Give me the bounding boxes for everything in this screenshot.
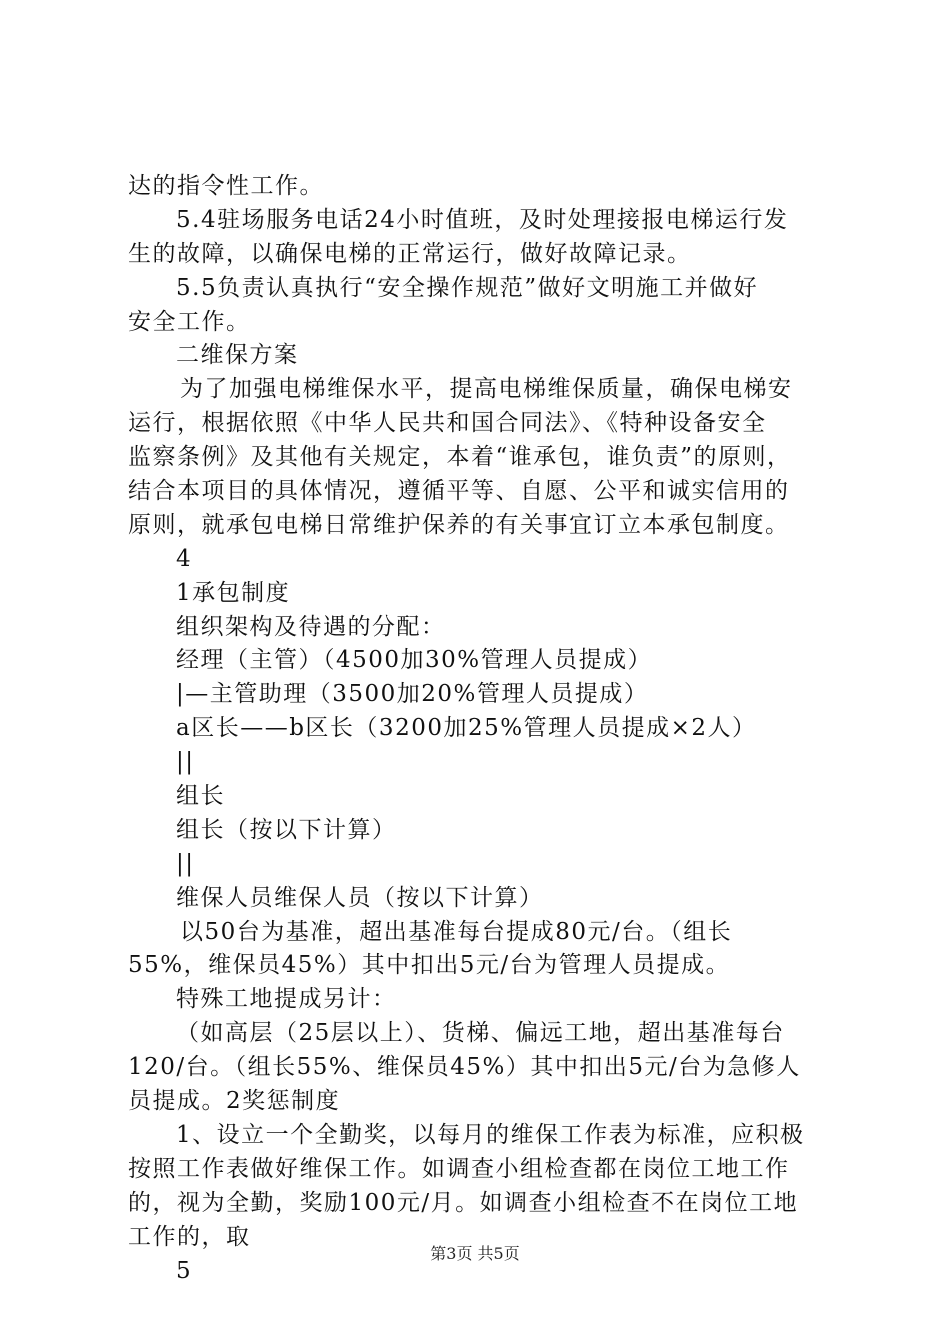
text-line: 安全工作。	[128, 308, 251, 335]
text-line: 维保人员维保人员（按以下计算）	[176, 884, 544, 911]
text-line: 生的故障，以确保电梯的正常运行，做好故障记录。	[128, 240, 692, 267]
text-line: 工作的，取	[128, 1223, 251, 1250]
text-line: 特殊工地提成另计：	[176, 986, 397, 1013]
text-line: 经理（主管）（4500加30%管理人员提成）	[176, 647, 653, 674]
text-line: 二维保方案	[176, 342, 299, 369]
text-line: |—主管助理（3500加20%管理人员提成）	[176, 681, 649, 708]
text-line: 为了加强电梯维保水平，提高电梯维保质量，确保电梯安	[180, 376, 793, 403]
text-line: 1、设立一个全勤奖，以每月的维保工作表为标准，应积极	[176, 1121, 805, 1148]
text-line: 组长	[176, 783, 225, 810]
text-line: a区长——b区长（3200加25%管理人员提成×2人）	[176, 715, 757, 742]
text-line: 员提成。2奖惩制度	[128, 1088, 341, 1115]
text-line: ||	[176, 749, 195, 776]
text-line: 监察条例》及其他有关规定，本着“谁承包，谁负责”的原则，	[128, 444, 792, 471]
page-footer: 第3页 共5页	[430, 1244, 520, 1263]
text-line: 组织架构及待遇的分配：	[176, 613, 446, 640]
text-line: 运行，根据依照《中华人民共和国合同法》、《特种设备安全	[128, 410, 767, 437]
text-line: 的，视为全勤，奖励100元/月。如调查小组检查不在岗位工地	[128, 1189, 799, 1216]
text-line: ||	[176, 850, 195, 877]
text-line: 以50台为基准，超出基准每台提成80元/台。（组长	[180, 918, 733, 945]
text-line: （如高层（25层以上）、货梯、偏远工地，超出基准每台	[176, 1020, 785, 1047]
text-line: 55%，维保员45%）其中扣出5元/台为管理人员提成。	[128, 952, 731, 979]
text-line: 5.4驻场服务电话24小时值班，及时处理接报电梯运行发	[176, 206, 789, 233]
text-line: 120/台。（组长55%、维保员45%）其中扣出5元/台为急修人	[128, 1054, 801, 1081]
text-line: 1承包制度	[176, 579, 291, 606]
text-line: 原则，就承包电梯日常维护保养的有关事宜订立本承包制度。	[128, 511, 790, 538]
text-line: 达的指令性工作。	[128, 173, 324, 199]
document-body	[128, 170, 838, 1288]
text-line: 5.5负责认真执行“安全操作规范”做好文明施工并做好	[176, 274, 759, 301]
text-line: 5	[176, 1257, 193, 1284]
text-line: 组长（按以下计算）	[176, 816, 397, 843]
text-line: 结合本项目的具体情况，遵循平等、自愿、公平和诚实信用的	[128, 478, 790, 505]
text-line: 按照工作表做好维保工作。如调查小组检查都在岗位工地工作	[128, 1155, 790, 1182]
text-line: 4	[176, 545, 193, 572]
